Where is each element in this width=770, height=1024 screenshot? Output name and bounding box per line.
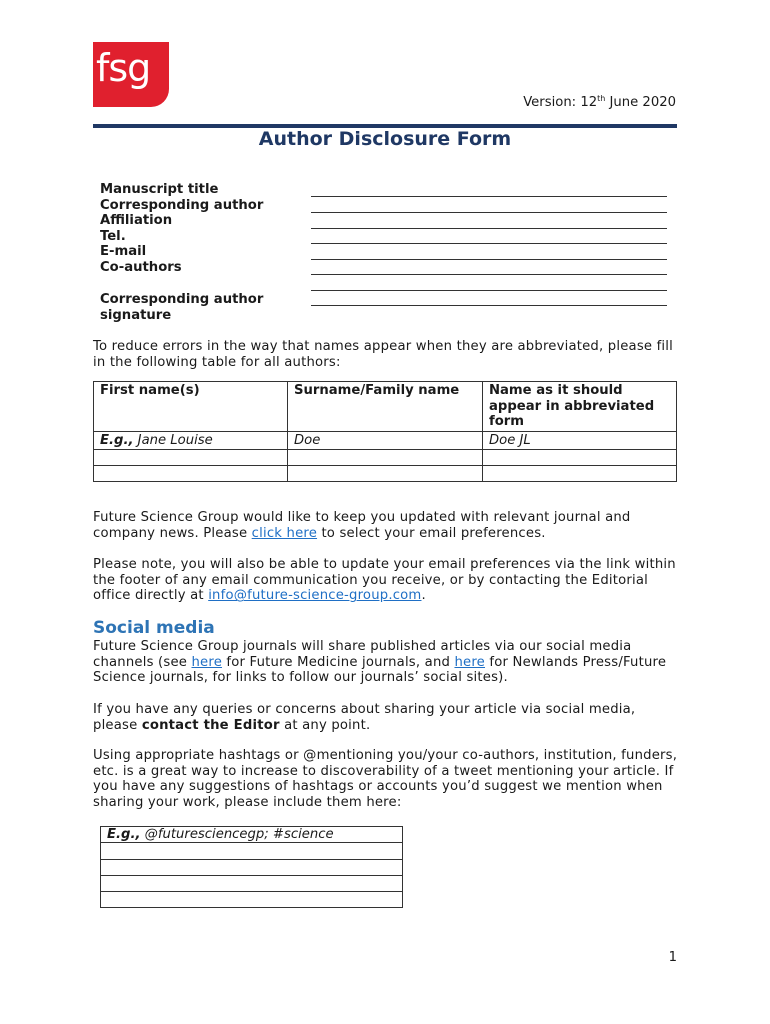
table-cell[interactable] — [483, 466, 677, 482]
field-label-manuscript-title: Manuscript title — [100, 182, 219, 197]
table-cell[interactable] — [101, 892, 403, 908]
table-header-row — [94, 382, 677, 432]
field-label-signature-2: signature — [100, 307, 172, 323]
table-row[interactable] — [101, 875, 403, 891]
fsg-logo — [93, 42, 169, 107]
example-surname: Doe — [288, 431, 483, 450]
field-label-corresponding-author: Corresponding author — [100, 197, 264, 213]
field-label-signature-1: Corresponding author — [100, 292, 264, 307]
table-row[interactable] — [101, 859, 403, 875]
page-number: 1 — [668, 950, 677, 965]
table-row[interactable] — [101, 892, 403, 908]
queries-text: If you have any queries or concerns about sharing your article via social media, please contact the Editor at any point. — [93, 702, 636, 733]
example-first-name: E.g., Jane Louise — [94, 431, 288, 450]
manuscript-title-line[interactable] — [311, 196, 667, 197]
social-text: Future Science Group journals will share published articles via our social media channels (see here for Future Medicine journals, and here for Newlands Press/Future Science journals, for links to follow our journals’ social sites). — [93, 639, 667, 686]
field-label-tel: Tel. — [100, 228, 126, 244]
tel-line[interactable] — [311, 243, 667, 244]
table-row[interactable] — [94, 466, 677, 482]
header-first-name: First name(s) — [94, 382, 288, 432]
table-cell[interactable] — [483, 450, 677, 466]
signature-line[interactable] — [311, 305, 667, 306]
table-row-example — [94, 431, 677, 450]
table-cell[interactable] — [94, 450, 288, 466]
email-note-text: Please note, you will also be able to update your email preferences via the link within the footer of any email communication you receive, or by contacting the Editorial office directly at info@future-science-group.com. — [93, 557, 676, 604]
email-line[interactable] — [311, 259, 667, 260]
hashtags-text: Using appropriate hashtags or @mentioning you/your co-authors, institution, funders, etc. is a great way to increase to discoverability of a tweet mentioning your article. If you have any suggestions of hashtags or accounts you’d suggest we mention when sharing your work, please include them here: — [93, 748, 678, 811]
social-media-heading: Social media — [93, 618, 215, 638]
table-cell[interactable] — [288, 466, 483, 482]
intro-text: To reduce errors in the way that names appear when they are abbreviated, please fill in the following table for all authors: — [93, 339, 674, 370]
table-cell[interactable] — [288, 450, 483, 466]
page-title: Author Disclosure Form — [258, 128, 512, 150]
corresponding-author-line[interactable] — [311, 212, 667, 213]
header-abbreviated: Name as it should appear in abbreviated form — [483, 382, 677, 432]
co-authors-line-1[interactable] — [311, 274, 667, 275]
field-label-affiliation: Affiliation — [100, 213, 173, 229]
table-row[interactable] — [94, 450, 677, 466]
table-cell[interactable] — [101, 843, 403, 859]
header-surname: Surname/Family name — [288, 382, 483, 432]
affiliation-line[interactable] — [311, 228, 667, 229]
author-names-table — [93, 381, 677, 482]
hashtags-table — [100, 826, 403, 908]
newlands-press-link[interactable]: here — [454, 654, 485, 670]
version-label: Version: 12th June 2020 — [523, 94, 676, 110]
hashtags-example: E.g., @futuresciencegp; #science — [101, 827, 403, 843]
table-cell[interactable] — [101, 859, 403, 875]
co-authors-line-2[interactable] — [311, 290, 667, 291]
news-text: Future Science Group would like to keep you updated with relevant journal and company news. Please click here to select your email preferences. — [93, 510, 631, 541]
table-cell[interactable] — [101, 875, 403, 891]
table-row-example — [101, 827, 403, 843]
click-here-link[interactable]: click here — [251, 525, 318, 541]
table-row[interactable] — [101, 843, 403, 859]
logo-text: fsg — [96, 46, 151, 90]
field-label-co-authors: Co-authors — [100, 260, 182, 275]
future-medicine-link[interactable]: here — [191, 654, 223, 670]
field-label-email: E-mail — [100, 244, 147, 260]
editorial-email-link[interactable]: info@future-science-group.com — [208, 588, 422, 604]
example-abbrev: Doe JL — [483, 431, 677, 450]
table-cell[interactable] — [94, 466, 288, 482]
